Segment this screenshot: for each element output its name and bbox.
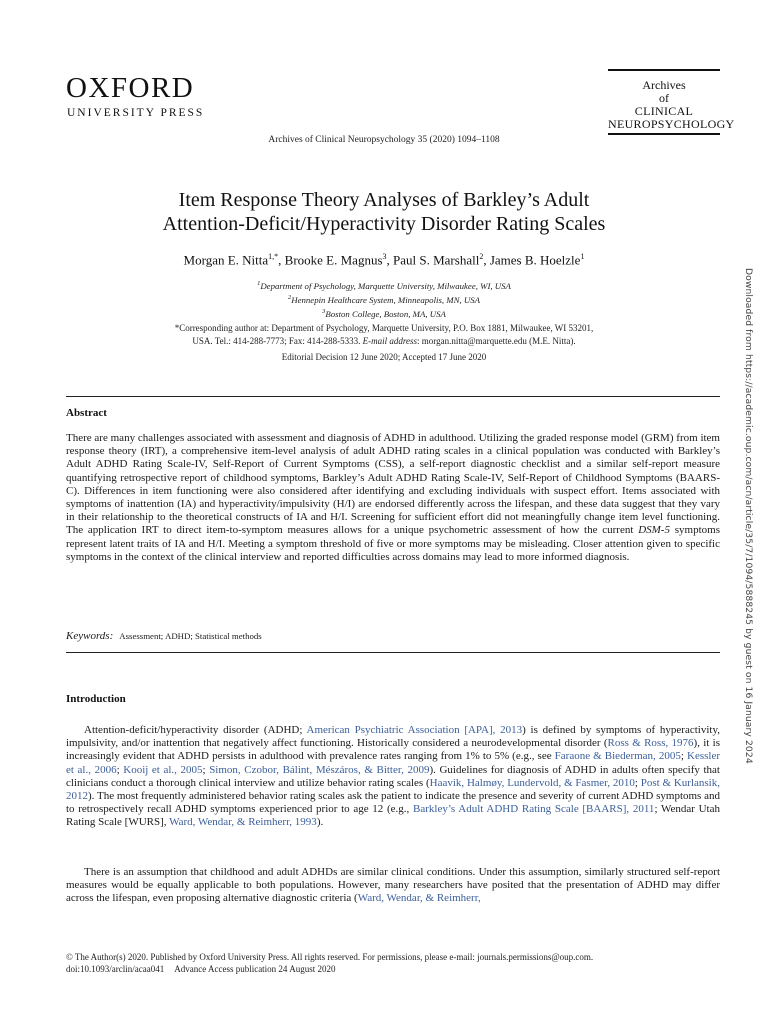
introduction-heading: Introduction <box>66 693 126 705</box>
citation-link[interactable]: Kessler et al., 2006 <box>66 750 720 776</box>
divider-bottom <box>66 652 720 653</box>
citation-link[interactable]: Ross & Ross, 1976 <box>607 737 694 750</box>
abstract-text-part: There are many challenges associated with assessment and diagnosis of ADHD in adulthood. Utilizing the graded response model (GRM) from item response theory (IRT), a comprehensive item-level analysis of adult ADHD rating scales in a clinical population was conducted with Barkley’s Adult ADHD Rating Scale-IV, Self-Report of Current Symptoms (CSS), a self-report diagnostic checklist and a similar self-report measure quantifying retrospective report of childhood symptoms, Barkley’s Adult ADHD Rating Scale-IV, Self-Report of Childhood Symptoms (BAARS-C). Differences in item functioning were also considered after identifying and excluding individuals with suspect effort. Items associated with symptoms of inattention (IA) and hyperactivity/impulsivity (H/I) are endorsed differently across the lifespan, and these data suggest that they vary in their relationship to the theoretical constructs of IA and H/I. Screening for sufficient effort did not meaningfully change item level functioning. The application IRT to direct item-to-symptom measures allows for a unique psychometric assessment of how the current <box>66 432 720 537</box>
email-label: E-mail address <box>362 335 418 346</box>
abstract-text <box>66 432 720 564</box>
author-affiliation-mark: 2 <box>479 252 484 261</box>
author-name: Morgan E. Nitta <box>183 252 269 268</box>
author-affiliation-mark: 1 <box>580 252 585 261</box>
article-title <box>40 188 728 236</box>
keywords-list: Assessment; ADHD; Statistical methods <box>119 631 262 641</box>
citation-link[interactable]: American Psychiatric Association [APA], 2013 <box>306 724 523 736</box>
author-affiliation-mark: 3 <box>382 252 387 261</box>
citation-link[interactable]: Faraone & Biederman, 2005 <box>554 750 681 763</box>
body-text: ). <box>316 816 324 829</box>
body-text: ; <box>202 763 210 776</box>
author-name: Brooke E. Magnus <box>284 252 383 268</box>
author-name: James B. Hoelzle <box>489 252 581 268</box>
author-list: Morgan E. Nitta$^{1,*}$, Brooke E. Magnus$^3$, Paul S. Marshall$^2$, James B. Hoelzle$^1$ <box>183 252 585 268</box>
intro-paragraph-1 <box>66 724 720 830</box>
title-line: Item Response Theory Analyses of Barkley’s Adult <box>178 189 590 211</box>
corresponding-contact: USA. Tel.: 414-288-7773; Fax: 414-288-5333. <box>192 335 363 346</box>
divider-top <box>66 396 720 397</box>
affiliation-mark: 3 <box>322 307 326 315</box>
citation-link[interactable]: Post & Kurlansik, 2012 <box>66 776 720 803</box>
corresponding-line <box>40 335 728 348</box>
intro-paragraph-2 <box>66 866 720 906</box>
body-text: ). Guidelines for diagnosis of ADHD in adults often specify that clinicians conduct a thorough clinical interview and utilize behavior rating scales ( <box>66 763 720 789</box>
download-watermark <box>742 268 758 788</box>
abstract-italic: DSM-5 <box>638 524 670 537</box>
affiliation-mark: 1 <box>257 280 261 287</box>
abstract-heading: Abstract <box>66 407 107 419</box>
body-text: ; <box>116 763 124 776</box>
body-text: ). The most frequently administered behavior rating scales ask the patient to indicate the presence and severity of current ADHD symptoms and to retrospectively recall ADHD symptoms experienced prior to age 12 (e.g., <box>66 790 720 816</box>
body-text: ) is defined by symptoms of hyperactivity, impulsivity, and/or inattention that negatively affect functioning. Historically considered a neurodevelopmental disorder ( <box>66 724 720 750</box>
email-address: : morgan.nitta@marquette.edu (M.E. Nitta). <box>417 335 576 346</box>
author-affiliation-mark: 1,* <box>268 252 279 261</box>
title-line: Attention-Deficit/Hyperactivity Disorder Rating Scales <box>162 213 606 235</box>
affiliations <box>40 278 728 320</box>
advance-access: Advance Access publication 24 August 2020 <box>174 964 336 974</box>
download-watermark-text: Downloaded from https://academic.oup.com/acn/article/35/7/1094/5888245 by guest on 16 January 2024 <box>743 268 754 764</box>
body-text: There is an assumption that childhood and adult ADHDs are similar clinical conditions. Under this assumption, similarly structured self-report measures would be equally applicable to both populations. However, many researchers have posited that the presentation of ADHD may differ across the lifespan, even proposing alternative diagnostic criteria ( <box>66 866 720 905</box>
copyright-line: © The Author(s) 2020. Published by Oxford University Press. All rights reserved. For permissions, please e-mail: journals.permissions@oup.com. <box>66 952 594 962</box>
body-text: ; <box>634 776 641 789</box>
editorial-dates: Editorial Decision 12 June 2020; Accepted 17 June 2020 <box>281 352 487 362</box>
affiliation-text: Department of Psychology, Marquette University, Milwaukee, WI, USA <box>260 280 511 291</box>
citation-link[interactable]: Kooij et al., 2005 <box>123 763 203 776</box>
corresponding-author <box>40 322 728 347</box>
page-footer <box>66 951 720 975</box>
affiliation <box>40 292 728 306</box>
body-text: Attention-deficit/hyperactivity disorder (ADHD; <box>84 724 307 736</box>
oxford-logo-subtitle: UNIVERSITY PRESS <box>67 107 205 119</box>
abstract-text-part: symptoms represent latent traits of IA and H/I. Meeting a symptom threshold of five or more symptoms may be misleading. Closer attention given to specific symptoms in the context of the clinical interview and reported difficulties across domains may lead to more informed diagnosis. <box>66 524 720 563</box>
body-text: ; <box>680 750 687 763</box>
journal-logo-line: CLINICAL <box>634 104 694 118</box>
citation-link[interactable]: Ward, Wendar, & Reimherr, 1993 <box>169 816 317 829</box>
journal-logo <box>608 69 735 135</box>
citation-link[interactable]: Barkley’s Adult ADHD Rating Scale [BAARS], 2011 <box>413 803 655 816</box>
body-text: ), it is increasingly evident that ADHD persists in adulthood with prevalence rates ranging from 1% to 5% (e.g., see <box>66 737 720 763</box>
journal-logo-line: of <box>659 91 669 105</box>
affiliation-mark: 2 <box>287 293 292 301</box>
oxford-logo: OXFORD <box>66 72 195 104</box>
affiliation <box>40 306 728 320</box>
journal-logo-line: NEUROPSYCHOLOGY <box>608 117 735 131</box>
journal-logo-line: Archives <box>642 78 686 92</box>
keywords <box>66 630 262 642</box>
affiliation-text: Boston College, Boston, MA, USA <box>325 308 446 319</box>
body-text: ; Wendar Utah Rating Scale [WURS], <box>66 803 720 829</box>
corresponding-line: *Corresponding author at: Department of Psychology, Marquette University, P.O. Box 1881, Milwaukee, WI 53201, <box>174 323 594 333</box>
citation-link[interactable]: Haavik, Halmøy, Lundervold, & Fasmer, 2010 <box>429 776 635 789</box>
doi: doi:10.1093/arclin/acaa041 <box>66 964 165 974</box>
journal-citation: Archives of Clinical Neuropsychology 35 (2020) 1094–1108 <box>268 135 500 145</box>
citation-link[interactable]: Ward, Wendar, & Reimherr, <box>357 892 481 905</box>
affiliation-text: Hennepin Healthcare System, Minneapolis, MN, USA <box>291 294 481 305</box>
citation-link[interactable]: Simon, Czobor, Bálint, Mészáros, & Bitter, 2009 <box>209 763 430 776</box>
doi-line <box>66 963 720 975</box>
author-name: Paul S. Marshall <box>393 252 480 268</box>
keywords-label: Keywords: <box>66 630 114 642</box>
affiliation <box>40 278 728 292</box>
